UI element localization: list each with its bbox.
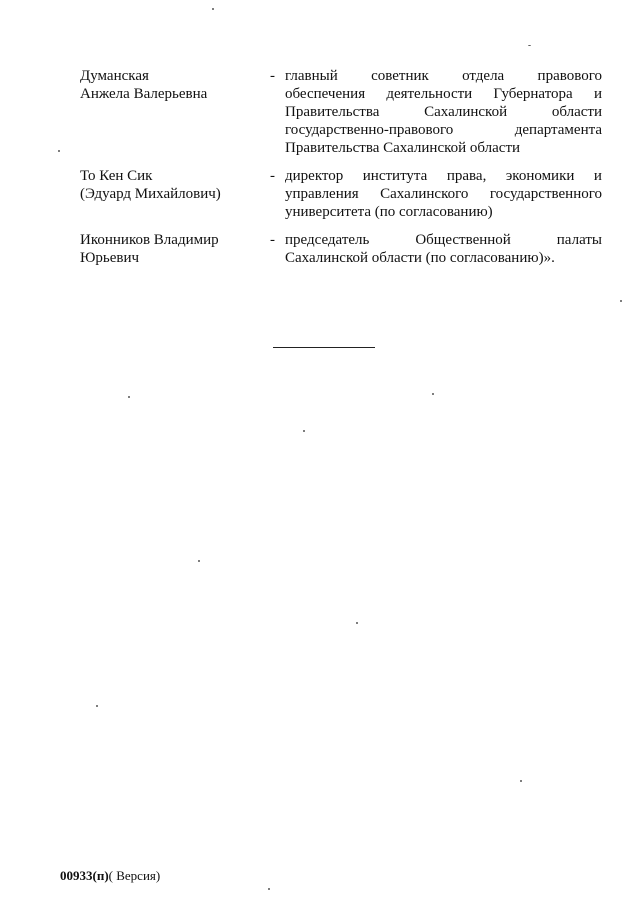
- word: главный: [285, 68, 338, 84]
- position-line: [285, 249, 602, 267]
- member-name: [80, 167, 260, 203]
- member-given-names: Анжела Валерьевна: [80, 86, 208, 102]
- member-surname: Иконников Владимир: [80, 232, 219, 248]
- position-line: [285, 103, 602, 121]
- word: департамента: [514, 122, 602, 138]
- scan-speck: [528, 45, 531, 46]
- word: университета (по согласованию): [285, 204, 493, 220]
- word: Сахалинского: [380, 186, 469, 202]
- scan-speck: [128, 396, 130, 398]
- member-surname: Думанская: [80, 68, 149, 84]
- word: и: [593, 168, 602, 184]
- word: государственного: [489, 186, 602, 202]
- member-surname: То Кен Сик: [80, 168, 153, 184]
- scan-speck: [303, 430, 305, 432]
- scan-speck: [356, 622, 358, 624]
- end-divider-line: [273, 347, 375, 348]
- position-line: [285, 185, 602, 203]
- word: Сахалинской области (по согласованию)».: [285, 250, 555, 266]
- scan-speck: [58, 150, 60, 152]
- word: государственно-правового: [285, 122, 454, 138]
- word: института: [362, 168, 428, 184]
- member-given-names: Юрьевич: [80, 250, 140, 266]
- word: Губернатора: [493, 86, 573, 102]
- scan-speck: [212, 8, 214, 10]
- scan-speck: [268, 888, 270, 890]
- dash-separator: -: [270, 232, 275, 248]
- position-line: [285, 85, 602, 103]
- word: правового: [537, 68, 602, 84]
- word: Правительства: [285, 104, 380, 120]
- document-code: 00933(п): [60, 868, 109, 883]
- member-name: [80, 67, 260, 103]
- member-position: [285, 67, 602, 157]
- dash-separator: -: [270, 68, 275, 84]
- word: отдела: [462, 68, 505, 84]
- scan-speck: [96, 705, 98, 707]
- word: экономики: [505, 168, 575, 184]
- word: председатель: [285, 232, 370, 248]
- word: директор: [285, 168, 344, 184]
- member-position: [285, 231, 602, 267]
- word: Сахалинской: [424, 104, 508, 120]
- member-given-names: (Эдуард Михайлович): [80, 186, 221, 202]
- dash-separator: -: [270, 168, 275, 184]
- position-line: [285, 139, 602, 157]
- word: Общественной: [415, 232, 511, 248]
- member-position: [285, 167, 602, 221]
- word: области: [551, 104, 602, 120]
- scan-speck: [620, 300, 622, 302]
- word: и: [593, 86, 602, 102]
- scan-speck: [198, 560, 200, 562]
- word: палаты: [556, 232, 602, 248]
- word: деятельности: [386, 86, 473, 102]
- member-name: [80, 231, 260, 267]
- word: управления: [285, 186, 359, 202]
- position-line: [285, 231, 602, 249]
- scan-speck: [432, 393, 434, 395]
- position-line: [285, 67, 602, 85]
- word: Правительства Сахалинской области: [285, 140, 521, 156]
- scan-speck: [520, 780, 522, 782]
- position-line: [285, 167, 602, 185]
- document-version: ( Версия): [108, 868, 161, 883]
- position-line: [285, 203, 602, 221]
- word: права,: [446, 168, 487, 184]
- word: обеспечения: [285, 86, 366, 102]
- document-footer: [60, 868, 160, 884]
- position-line: [285, 121, 602, 139]
- word: советник: [371, 68, 429, 84]
